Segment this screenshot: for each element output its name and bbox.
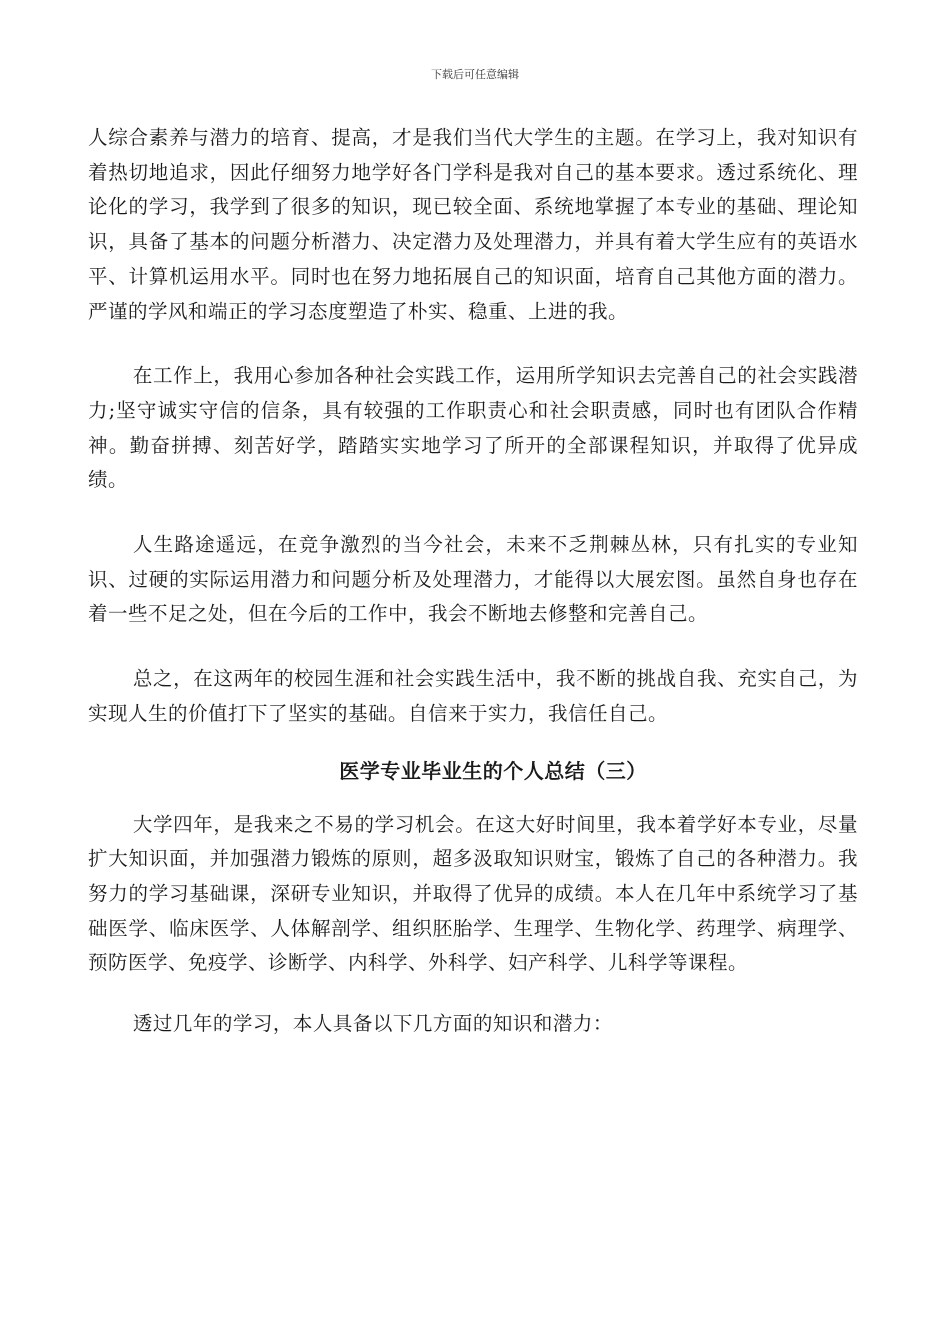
paragraph-university: 大学四年，是我来之不易的学习机会。在这大好时间里，我本着学好本专业，尽量扩大知识面，并加强潜力锻炼的原则，超多汲取知识财宝，锻炼了自己的各种潜力。我努力的学习基础课，深研专业知识，并取得了优异的成绩。本人在几年中系统学习了基础医学、临床医学、人体解剖学、组织胚胎学、生理学、生物化学、药理学、病理学、预防医学、免疫学、诊断学、内科学、外科学、妇产科学、儿科学等课程。 [88, 812, 858, 975]
paragraph-life: 人生路途遥远，在竞争激烈的当今社会，未来不乏荆棘丛林，只有扎实的专业知识、过硬的实际运用潜力和问题分析及处理潜力，才能得以大展宏图。虽然自身也存在着一些不足之处，但在今后的工作中，我会不断地去修整和完善自己。 [88, 533, 858, 626]
header-note: 下载后可任意编辑 [431, 68, 519, 81]
paragraph-abilities-intro: 透过几年的学习，本人具备以下几方面的知识和潜力： [132, 1012, 613, 1036]
paragraph-work: 在工作上，我用心参加各种社会实践工作，运用所学知识去完善自己的社会实践潜力;坚守诚实守信的信条，具有较强的工作职责心和社会职责感，同时也有团队合作精神。勤奋拼搏、刻苦好学，踏踏实实地学习了所开的全部课程知识，并取得了优异成绩。 [88, 364, 858, 492]
paragraph-conclusion: 总之，在这两年的校园生涯和社会实践生活中，我不断的挑战自我、充实自己，为实现人生的价值打下了坚实的基础。自信来于实力，我信任自己。 [88, 667, 858, 725]
paragraph-study: 人综合素养与潜力的培育、提高，才是我们当代大学生的主题。在学习上，我对知识有着热切地追求，因此仔细努力地学好各门学科是我对自己的基本要求。透过系统化、理论化的学习，我学到了很多的知识，现已较全面、系统地掌握了本专业的基础、理论知识，具备了基本的问题分析潜力、决定潜力及处理潜力，并具有着大学生应有的英语水平、计算机运用水平。同时也在努力地拓展自己的知识面，培育自己其他方面的潜力。严谨的学风和端正的学习态度塑造了朴实、稳重、上进的我。 [88, 126, 858, 323]
section-title: 医学专业毕业生的个人总结（三） [339, 758, 647, 783]
document-body [88, 121, 858, 1042]
